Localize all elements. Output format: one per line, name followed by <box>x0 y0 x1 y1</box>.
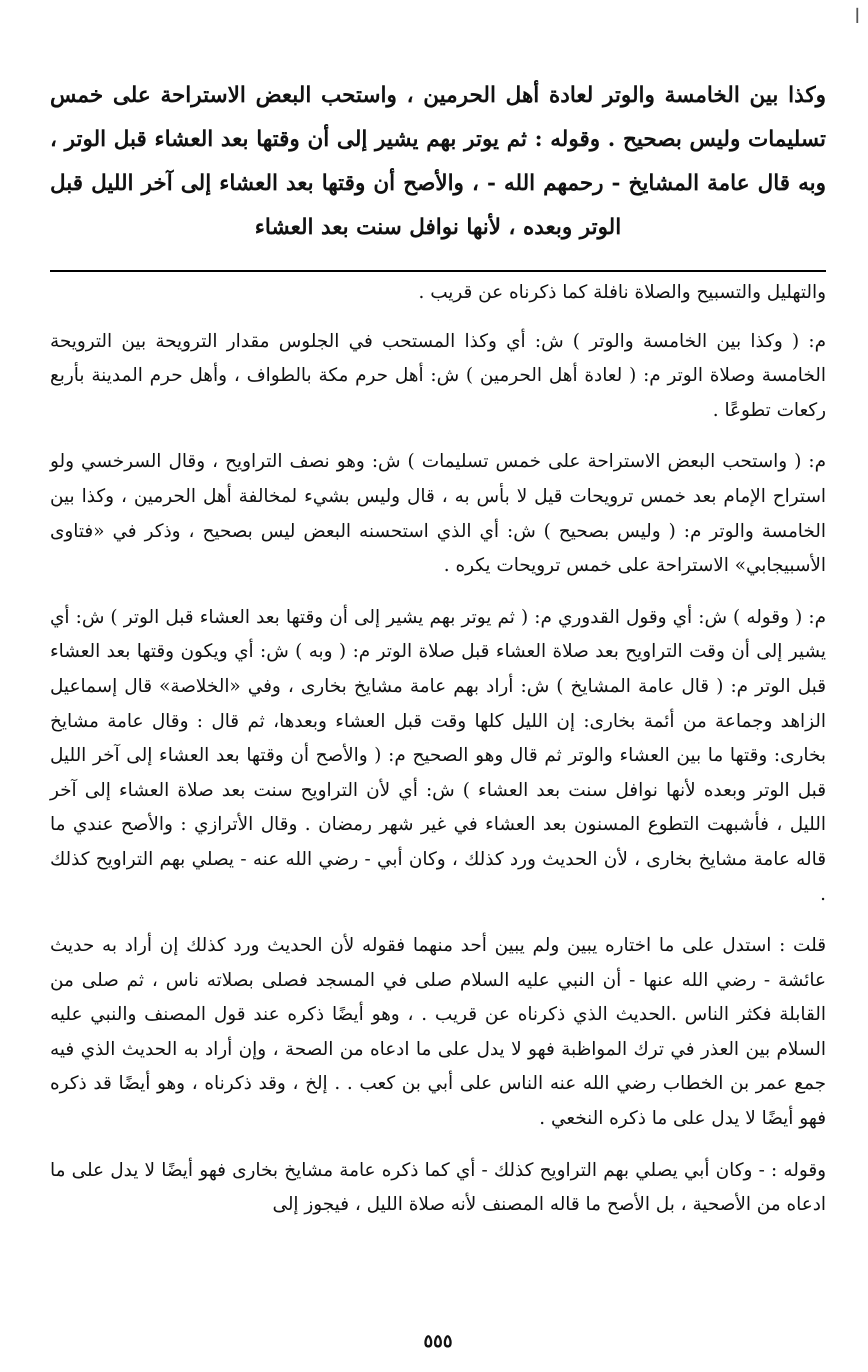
commentary-paragraph: والتهليل والتسبيح والصلاة نافلة كما ذكرناه عن قريب . <box>418 282 826 303</box>
commentary <box>50 276 826 1223</box>
commentary-paragraph: م: ( واستحب البعض الاستراحة على خمس تسليمات ) ش: وهو نصف التراويح ، وقال السرخسي ولو استراح الإمام بعد خمس ترويحات قيل لا بأس به ، قال وليس بشيء لمخالفة أهل الحرمين ، وكذا بين الخامسة والوتر م: ( وليس بصحيح ) ش: أي الذي استحسنه البعض ليس بصحيح ، وذكر في «فتاوى الأسبيجابي» الاستراحة على خمس ترويحات يكره . <box>50 451 826 577</box>
commentary-paragraph: وقوله : - وكان أبي يصلي بهم التراويح كذلك - أي كما ذكره عامة مشايخ بخارى فهو أيضًا لا يدل على ما ادعاه من الأصحية ، بل الأصح ما قاله المصنف لأنه صلاة الليل ، فيجوز إلى <box>50 1159 826 1216</box>
separator-rule <box>50 270 826 272</box>
page-number: ٥٥٥ <box>423 1331 453 1352</box>
commentary-paragraph: قلت : استدل على ما اختاره يبين ولم يبين أحد منهما فقوله لأن الحديث ورد كذلك إن أراد به حديث عائشة - رضي الله عنها - أن النبي عليه السلام صلى في المسجد فصلى بصلاته ناس ، ثم صلى من القابلة فكثر الناس .الحديث الذي ذكرناه عن قريب . ، وهو أيضًا ذكره عند قول المصنف والنبي عليه السلام بين العذر في ترك المواظبة فهو لا يدل على ما ادعاه من الصحة ، وإن أراد به الحديث الذي فيه جمع عمر بن الخطاب رضي الله عنه الناس على أبي بن كعب . . إلخ ، وقد ذكرناه ، وهو أيضًا قد ذكره فهو أيضًا لا يدل على ما ذكره النخعي . <box>50 935 826 1130</box>
document-page <box>50 60 826 1352</box>
commentary-paragraph: م: ( وكذا بين الخامسة والوتر ) ش: أي وكذا المستحب في الجلوس مقدار الترويحة بين الترويحة الخامسة وصلاة الوتر م: ( لعادة أهل الحرمين ) ش: أهل حرم مكة بالطواف ، وأهل حرم المدينة بأربع ركعات تطوعًا . <box>50 330 826 421</box>
commentary-paragraph: م: ( وقوله ) ش: أي وقول القدوري م: ( ثم يوتر بهم يشير إلى أن وقتها بعد العشاء قبل الوتر ) ش: أي يشير إلى أن وقت التراويح بعد صلاة العشاء قبل صلاة الوتر م: ( وبه ) ش: أي ويكون وقتها بعد العشاء قبل الوتر م: ( قال عامة المشايخ ) ش: أراد بهم عامة مشايخ بخارى ، وفي «الخلاصة» قال إسماعيل الزاهد وجماعة من أئمة بخارى: إن الليل كلها وقت قبل العشاء وبعدها، ثم قال : وقال عامة مشايخ بخارى: وقتها ما بين العشاء والوتر ثم قال وهو الصحيح م: ( والأصح أن وقتها بعد العشاء إلى آخر الليل قبل الوتر وبعده لأنها نوافل سنت بعد العشاء ) ش: أي لأن التراويح سنت بعد صلاة العشاء إلى آخر الليل ، فأشبهت التطوع المسنون بعد العشاء في غير شهر رمضان . وقال الأترازي : والأصح عندي ما قاله عامة مشايخ بخارى ، لأن الحديث ورد كذلك ، وكان أبي - رضي الله عنه - يصلي بهم التراويح كذلك . <box>50 606 826 905</box>
main-text: وكذا بين الخامسة والوتر لعادة أهل الحرمين ، واستحب البعض الاستراحة على خمس تسليمات وليس بصحيح . وقوله : ثم يوتر بهم يشير إلى أن وقتها بعد العشاء قبل الوتر ، وبه قال عامة المشايخ - رحمهم الله - ، والأصح أن وقتها بعد العشاء إلى آخر الليل قبل الوتر وبعده ، لأنها نوافل سنت بعد العشاء <box>50 83 826 240</box>
corner-mark: ا <box>854 4 860 28</box>
